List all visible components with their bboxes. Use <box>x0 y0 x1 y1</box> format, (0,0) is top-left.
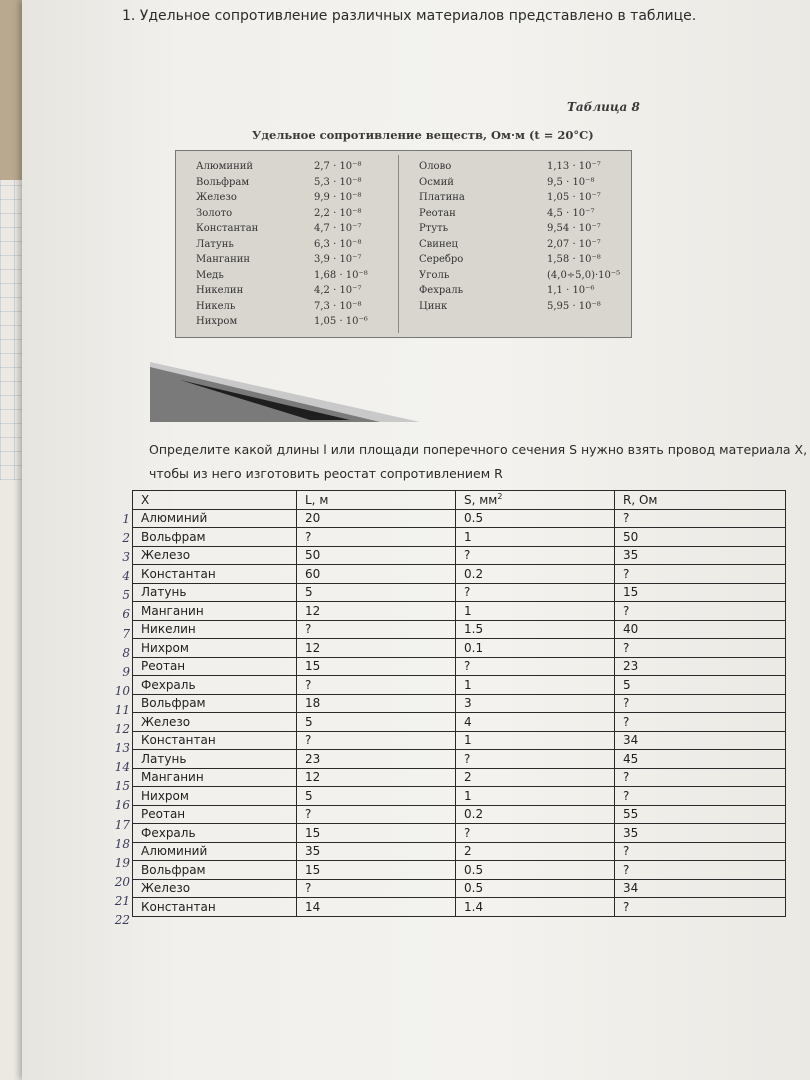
handwritten-row-numbers <box>110 512 130 932</box>
task-table-row <box>133 620 786 639</box>
row-number: 5 <box>122 588 130 603</box>
resistivity-value: 5,95 · 10⁻⁸ <box>547 300 601 312</box>
cell-material: Железо <box>133 546 297 565</box>
cell-length: 5 <box>297 787 456 806</box>
cell-resistance: 23 <box>615 657 786 676</box>
substance-name: Железо <box>196 192 237 203</box>
cell-area: ? <box>456 657 615 676</box>
cell-length: ? <box>297 879 456 898</box>
cell-material: Нихром <box>133 787 297 806</box>
cell-resistance: 40 <box>615 620 786 639</box>
row-number: 22 <box>114 912 130 927</box>
task-table-row <box>133 657 786 676</box>
cell-material: Вольфрам <box>133 861 297 880</box>
row-number: 7 <box>122 626 130 641</box>
substance-name: Вольфрам <box>196 176 250 188</box>
row-number: 1 <box>122 512 130 526</box>
cell-area: 0.2 <box>456 565 615 584</box>
resistivity-row <box>419 192 620 208</box>
cell-length: ? <box>297 805 456 824</box>
row-number: 21 <box>114 893 130 908</box>
resistivity-value: 1,1 · 10⁻⁶ <box>547 285 595 296</box>
substance-name: Серебро <box>419 254 464 265</box>
cell-length: 15 <box>297 657 456 676</box>
cell-resistance: ? <box>615 602 786 621</box>
resistivity-row <box>196 316 368 332</box>
cell-length: 12 <box>297 768 456 787</box>
cell-area: 4 <box>456 713 615 732</box>
cell-area: ? <box>456 750 615 769</box>
task-table-header-row <box>133 491 786 510</box>
substance-name: Золото <box>196 207 233 219</box>
cell-area: 0.5 <box>456 861 615 880</box>
cell-area: ? <box>456 583 615 602</box>
cell-length: 12 <box>297 639 456 658</box>
cell-resistance: ? <box>615 768 786 787</box>
resistivity-value: 1,05 · 10⁻⁷ <box>547 192 601 203</box>
question-text <box>149 438 809 486</box>
cell-area: 0.1 <box>456 639 615 658</box>
cell-area: 3 <box>456 694 615 713</box>
resistivity-value: 4,5 · 10⁻⁷ <box>547 207 595 219</box>
header-area-text: S, мм <box>464 493 498 508</box>
resistivity-row <box>419 223 620 239</box>
resistivity-row <box>196 239 368 255</box>
cell-material: Константан <box>133 565 297 584</box>
cell-material: Вольфрам <box>133 528 297 547</box>
task-table-row <box>133 602 786 621</box>
header-material: X <box>133 491 297 510</box>
cell-material: Константан <box>133 731 297 750</box>
cell-length: 14 <box>297 898 456 917</box>
task-table-row <box>133 879 786 898</box>
cell-area: 2 <box>456 842 615 861</box>
resistivity-row <box>419 301 620 317</box>
cell-length: 60 <box>297 565 456 584</box>
resistivity-row <box>196 270 368 286</box>
cell-area: 1 <box>456 731 615 750</box>
cell-area: ? <box>456 824 615 843</box>
cell-resistance: ? <box>615 565 786 584</box>
substance-name: Платина <box>419 192 465 203</box>
cell-area: 1.5 <box>456 620 615 639</box>
cell-resistance: ? <box>615 787 786 806</box>
resistivity-value: 1,58 · 10⁻⁸ <box>547 254 601 265</box>
resistivity-row <box>196 254 368 270</box>
cell-resistance: 35 <box>615 824 786 843</box>
task-table-row <box>133 824 786 843</box>
substance-name: Цинк <box>419 300 448 312</box>
substance-name: Алюминий <box>196 161 254 172</box>
resistivity-value: 9,5 · 10⁻⁸ <box>547 176 595 188</box>
substance-name: Нихром <box>196 316 238 327</box>
task-table-row <box>133 546 786 565</box>
resistivity-value: 7,3 · 10⁻⁸ <box>314 300 362 312</box>
row-number: 16 <box>114 798 130 813</box>
resistivity-row <box>196 223 368 239</box>
substance-name: Фехраль <box>419 285 464 296</box>
cell-material: Железо <box>133 713 297 732</box>
cell-length: 5 <box>297 583 456 602</box>
cell-length: ? <box>297 620 456 639</box>
cell-area: 2 <box>456 768 615 787</box>
cell-length: 35 <box>297 842 456 861</box>
substance-name: Уголь <box>419 269 450 281</box>
resistivity-value: 9,54 · 10⁻⁷ <box>547 223 601 234</box>
row-number: 6 <box>122 607 130 622</box>
substance-name: Олово <box>419 161 452 172</box>
cell-resistance: ? <box>615 694 786 713</box>
header-area-superscript: 2 <box>497 492 503 502</box>
substance-name: Никелин <box>196 285 244 296</box>
cell-material: Манганин <box>133 602 297 621</box>
substance-name: Манганин <box>196 254 251 265</box>
substance-name: Свинец <box>419 238 458 250</box>
cell-resistance: 5 <box>615 676 786 695</box>
substance-name: Ртуть <box>419 223 449 234</box>
task-table-body <box>133 509 786 916</box>
row-number: 11 <box>114 702 130 717</box>
resistivity-value: 3,9 · 10⁻⁷ <box>314 254 362 265</box>
task-table-row <box>133 639 786 658</box>
question-line-1: Определите какой длины l или площади поперечного сечения S нужно взять провод материала X, <box>149 442 808 457</box>
worksheet-page <box>22 0 810 1080</box>
header-length: L, м <box>297 491 456 510</box>
row-number: 15 <box>114 779 130 794</box>
resistivity-value: 5,3 · 10⁻⁸ <box>314 176 362 188</box>
cell-material: Константан <box>133 898 297 917</box>
cell-material: Реотан <box>133 657 297 676</box>
cell-material: Никелин <box>133 620 297 639</box>
resistivity-row <box>419 239 620 255</box>
row-number: 18 <box>114 836 130 851</box>
resistivity-row <box>196 301 368 317</box>
cell-area: 1 <box>456 602 615 621</box>
printed-wedge-graphic <box>150 362 420 422</box>
resistivity-row <box>196 208 368 224</box>
cell-length: 15 <box>297 861 456 880</box>
resistivity-value: 6,3 · 10⁻⁸ <box>314 238 362 250</box>
task-table <box>132 490 786 917</box>
cell-material: Фехраль <box>133 824 297 843</box>
task-table-row <box>133 713 786 732</box>
cell-resistance: 55 <box>615 805 786 824</box>
task-table-row <box>133 676 786 695</box>
cell-area: 0.2 <box>456 805 615 824</box>
row-number: 8 <box>122 645 130 660</box>
reference-table-title: Удельное сопротивление веществ, Ом·м (t = 20°C) <box>252 128 594 142</box>
row-number: 17 <box>114 817 130 832</box>
resistivity-value: 1,68 · 10⁻⁸ <box>314 269 368 281</box>
row-number: 4 <box>122 569 130 584</box>
cell-material: Латунь <box>133 750 297 769</box>
cell-length: 50 <box>297 546 456 565</box>
cell-area: 1 <box>456 676 615 695</box>
row-number: 12 <box>114 722 130 737</box>
header-resistance: R, Ом <box>615 491 786 510</box>
cell-area: 0.5 <box>456 879 615 898</box>
cell-resistance: 45 <box>615 750 786 769</box>
cell-material: Алюминий <box>133 842 297 861</box>
task-table-row <box>133 565 786 584</box>
row-number: 2 <box>122 531 130 546</box>
row-number: 14 <box>114 760 130 775</box>
cell-area: 1.4 <box>456 898 615 917</box>
resistivity-row <box>419 177 620 193</box>
resistivity-row <box>419 285 620 301</box>
resistivity-column-right <box>419 161 620 316</box>
resistivity-value: 2,07 · 10⁻⁷ <box>547 238 601 250</box>
cell-length: 12 <box>297 602 456 621</box>
row-number: 13 <box>114 741 130 756</box>
task-table-row <box>133 528 786 547</box>
task-title: 1. Удельное сопротивление различных материалов представлено в таблице. <box>122 8 697 24</box>
cell-resistance: ? <box>615 713 786 732</box>
cell-length: ? <box>297 676 456 695</box>
resistivity-value: 4,7 · 10⁻⁷ <box>314 223 362 234</box>
cell-length: ? <box>297 528 456 547</box>
task-table-row <box>133 787 786 806</box>
row-number: 9 <box>122 664 130 679</box>
resistivity-row <box>419 254 620 270</box>
cell-material: Нихром <box>133 639 297 658</box>
resistivity-value: 1,13 · 10⁻⁷ <box>547 161 601 172</box>
resistivity-row <box>196 161 368 177</box>
resistivity-value: 9,9 · 10⁻⁸ <box>314 192 362 203</box>
resistivity-row <box>196 192 368 208</box>
cell-area: 1 <box>456 787 615 806</box>
cell-material: Реотан <box>133 805 297 824</box>
cell-resistance: ? <box>615 861 786 880</box>
cell-area: 0.5 <box>456 509 615 528</box>
cell-material: Манганин <box>133 768 297 787</box>
cell-area: 1 <box>456 528 615 547</box>
row-number: 19 <box>114 855 130 870</box>
cell-area: ? <box>456 546 615 565</box>
substance-name: Латунь <box>196 238 234 250</box>
task-table-row <box>133 842 786 861</box>
resistivity-column-left <box>196 161 368 332</box>
task-table-row <box>133 509 786 528</box>
task-table-row <box>133 861 786 880</box>
cell-resistance: ? <box>615 639 786 658</box>
cell-length: 23 <box>297 750 456 769</box>
task-table-row <box>133 731 786 750</box>
cell-material: Вольфрам <box>133 694 297 713</box>
substance-name: Никель <box>196 300 236 312</box>
row-number: 3 <box>122 550 130 565</box>
resistivity-row <box>419 161 620 177</box>
cell-length: ? <box>297 731 456 750</box>
cell-resistance: ? <box>615 509 786 528</box>
resistivity-reference-table <box>175 150 632 338</box>
substance-name: Медь <box>196 269 224 281</box>
resistivity-value: (4,0÷5,0)·10⁻⁵ <box>547 269 621 281</box>
task-table-row <box>133 898 786 917</box>
cell-length: 15 <box>297 824 456 843</box>
header-area <box>456 491 615 510</box>
row-number: 20 <box>114 874 130 889</box>
cell-material: Железо <box>133 879 297 898</box>
cell-resistance: 50 <box>615 528 786 547</box>
substance-name: Константан <box>196 223 259 234</box>
task-table-row <box>133 750 786 769</box>
cell-length: 20 <box>297 509 456 528</box>
column-divider <box>398 155 399 333</box>
resistivity-row <box>419 208 620 224</box>
cell-resistance: ? <box>615 898 786 917</box>
substance-name: Осмий <box>419 176 454 188</box>
cell-resistance: 15 <box>615 583 786 602</box>
cell-resistance: 34 <box>615 879 786 898</box>
resistivity-value: 2,7 · 10⁻⁸ <box>314 161 362 172</box>
cell-resistance: 35 <box>615 546 786 565</box>
row-number: 10 <box>114 683 130 698</box>
resistivity-value: 1,05 · 10⁻⁶ <box>314 316 368 327</box>
task-table-row <box>133 583 786 602</box>
resistivity-row <box>196 285 368 301</box>
cell-material: Алюминий <box>133 509 297 528</box>
task-table-row <box>133 768 786 787</box>
cell-length: 5 <box>297 713 456 732</box>
task-table-row <box>133 694 786 713</box>
reference-table-label: Таблица 8 <box>567 100 640 114</box>
cell-resistance: ? <box>615 842 786 861</box>
cell-length: 18 <box>297 694 456 713</box>
cell-material: Латунь <box>133 583 297 602</box>
substance-name: Реотан <box>419 207 456 219</box>
task-table-row <box>133 805 786 824</box>
resistivity-value: 2,2 · 10⁻⁸ <box>314 207 362 219</box>
question-line-2: чтобы из него изготовить реостат сопротивлением R <box>149 466 503 481</box>
cell-material: Фехраль <box>133 676 297 695</box>
resistivity-value: 4,2 · 10⁻⁷ <box>314 285 362 296</box>
resistivity-row <box>419 270 620 286</box>
cell-resistance: 34 <box>615 731 786 750</box>
resistivity-row <box>196 177 368 193</box>
